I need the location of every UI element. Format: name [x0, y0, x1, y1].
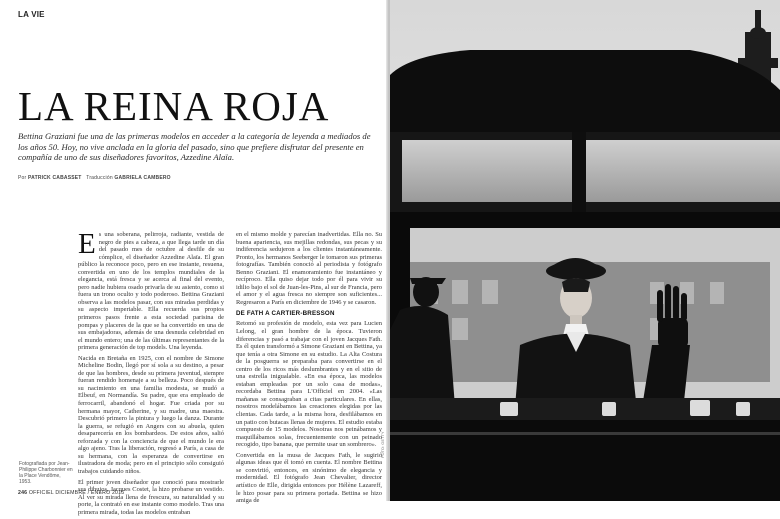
paragraph: Retomó su profesión de modelo, esta vez para Lucien Lelong, el gran hombre de la época. Tuvieron diferencias y pasó a trabajar con el joven Jacques Fath. Es él quien transformó a Simone Graziani en Bettina, ya que tenía a otra Simone en su estudio. La Alta Costura de la posguerra se preparaba para convertirse en el centro de los ricos más deslumbrantes y en el sitio de una estrella inigualable. «En esa época, las modelos estaban empleadas por un solo casa de modas», recordaba Bettina para L'Officiel en 2004. «Las mañanas se consagraban a citas particulares. En ellas, nosotros modelábamos las creaciones elegidas por las clientas. Cada tarde, a la misma hora, desfilábamos en un patio con butacas llenas de mujeres. El estudio estaba compuesto de 15 modelos. Nosotras nos peinábamos y maquillábamos solas, frecuentemente con un peinado recogido, tipo banana, que permite usar un sombrero».: [236, 320, 382, 449]
translator-name: GABRIELA CAMBERO: [114, 175, 171, 181]
paragraph: Nacida en Bretaña en 1925, con el nombre de Simone Micheline Bodin, llegó por sí sola a su destino, a pesar de que las hombres, desde su primera juventud, siempre fueran rendido homenaje a su belleza. Poco después de su nacimiento en una familia modesta, se mudó a Elbeuf, en Normandía. Su padre, que era empleado de ferrocarril, abandonó el hogar. Fue criada por su hermana mayor, Catherine, y su madre, una maestra. Descubrió primero la pintura y luego la danza. Durante la guerra, se refugió en Angers con su abuela, quien desaparecería en los bombardeos. De estos años, salió reforzada y con la conciencia de que el mundo le era algo ajeno. Tras la liberación, regresó a París, a casa de su hermana, con la esperanza de convertirse en ilustradora de moda; pero en el principio sólo consiguió trabajos cuidando niños.: [78, 354, 224, 475]
window-sill: [390, 398, 780, 420]
drop-cap: E: [78, 228, 96, 260]
folio-text: OFFICIEL DICIEMBRE / ENERO 2015: [28, 490, 125, 496]
paragraph: El primer joven diseñador que conoció para mostrarle sus dibujos, Jacques Costet, la hizo probarse un vestido. Al ver su mirada llena de frescura, su naturalidad y su porte, la contrató en ese instante como modelo. Tras una primera mirada, todas las modelos entraban: [78, 478, 224, 516]
body-column-2: [236, 231, 382, 508]
paragraph: en el mismo molde y parecían inadvertidas. Ella no. Su buena apariencia, sus mejillas redondas, sus pecas y su indiferencia sedujeron a los clientes instantáneamente. Pronto, los hermanos Seeberger le tomaron sus primeras fotografías. También conoció al periodista y fotógrafo Benno Graziani. El enamoramiento fue instantáneo y recíproco. Ella quiso dejar todo por él para vivir su idilio bajo el sol de Juan-les-Pins, al sur de Francia, pero el amor y el agua fresca no siempre son suficientes... Regresaron a París en diciembre de 1946 y se casaron.: [236, 231, 382, 306]
photo-credit: FOTO: GETTY: [380, 431, 385, 458]
left-page: [0, 0, 388, 516]
author-name: PATRICK CABASSET: [27, 175, 82, 181]
paragraph: Convertida en la musa de Jacques Fath, le sugirió algunas ideas que él tomó en cuenta. El nombre Bettina se convirtió, entonces, en sinónimo de elegancia y modernidad. El fotógrafo Jean Chevalier, director artístico de Elle, dirigida entonces por Hélène Lazareff, le hizo posar para su primera portada. Bettina se hizo amiga de: [236, 451, 382, 505]
section-subhead: DE FATH A CARTIER-BRESSON: [236, 310, 335, 318]
article-deck: Bettina Graziani fue una de las primeras modelos en acceder a la categoría de leyenda a mediados de los años 50. Hoy, no vive anclada en la gloria del pasado, sino que prefiere disfrutar del presente en compañía de uno de sus diseñadores favoritos, Azzedine Alaïa.: [18, 131, 371, 163]
folio: [18, 490, 124, 496]
paragraph-text: s una soberana, pelirroja, radiante, vestida de negro de pies a cabeza, a que llega tarde un día del pasado mes de octubre al desfile de su cómplice, el diseñador Azzedine Alaïa. El gran público la reconoce poco, pero en ese instante, resuena, convertida en uno de los templos mundiales de la elegancia, está fresca y se acerca al final del evento, pero nadie hubiera osado privarla de su asiento, como si fuera un trono oculto y todo poderoso. Bettina Graziani observa a las modelos pasar, con sus miradas perdidas y su aspecto imperiable. Ella recuerda sus propios primeros pasos frente a esta sociedad parisina de pompas y placeres de la que se ha convertido en una de sus embajadoras, además de una desnuda celebridad en el mundo entero; una de las últimas representantes de la primera generación de top models. Una leyenda.: [78, 231, 224, 352]
section-tag: LA VIE: [18, 10, 45, 19]
photo-caption: Fotografiada por Jean-Philippe Charbonnier en la Place Vendôme, 1953.: [19, 461, 73, 485]
body-column-1: [78, 228, 224, 519]
translation-prefix: Traducción: [86, 175, 113, 181]
article-title: LA REINA ROJA: [18, 83, 330, 129]
photograph-car-window: [390, 0, 780, 501]
car-roof: [390, 50, 780, 132]
page-number: 246: [18, 490, 28, 496]
byline: [18, 175, 171, 181]
right-page: [390, 0, 780, 501]
byline-prefix: Por: [18, 175, 27, 181]
paragraph: [78, 228, 224, 352]
